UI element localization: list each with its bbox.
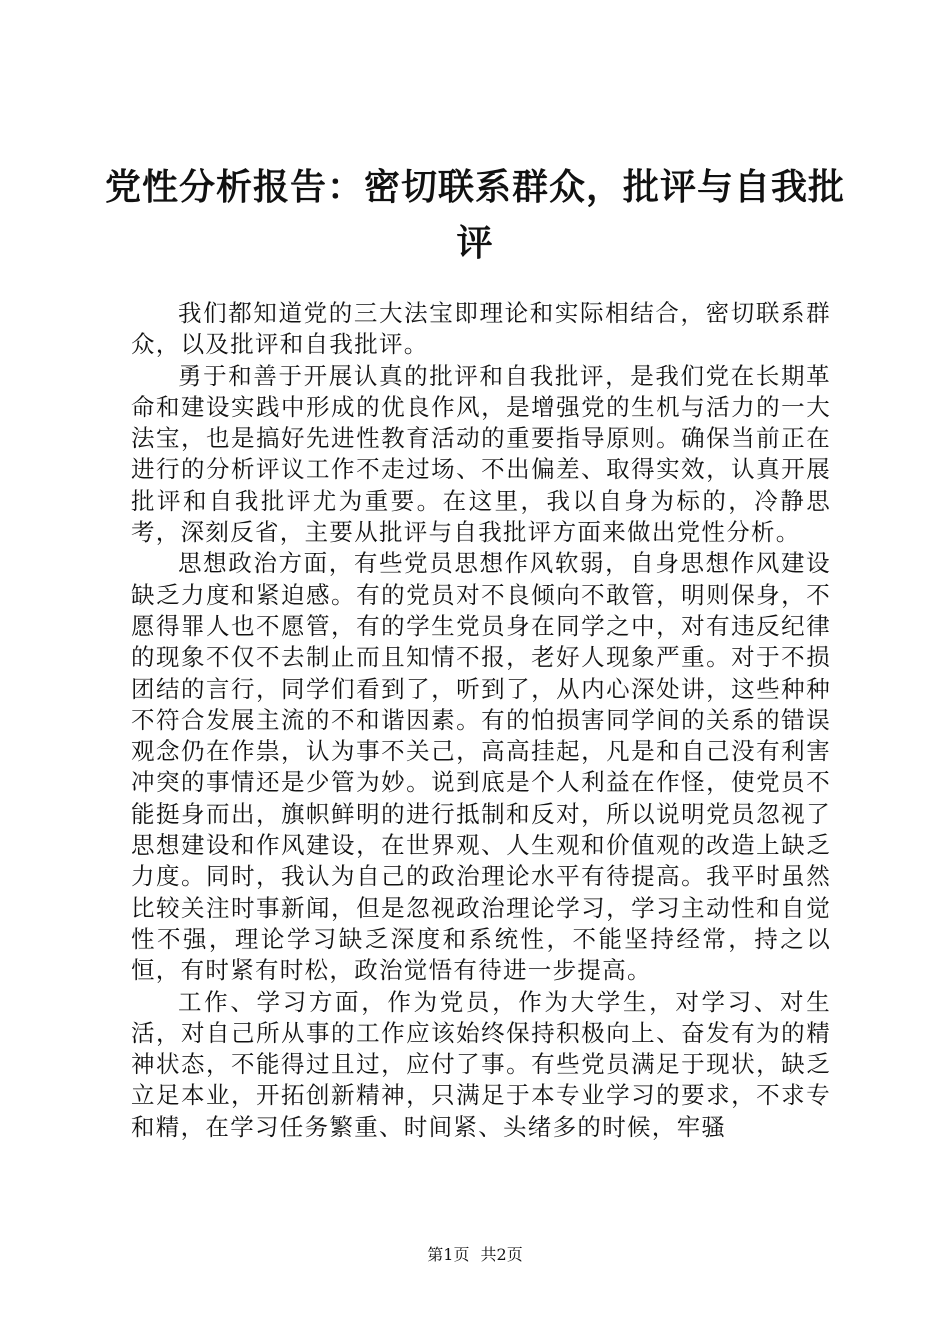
paragraph-criticism: 勇于和善于开展认真的批评和自我批评，是我们党在长期革命和建设实践中形成的优良作风，是增强党的生机与活力的一大法宝，也是搞好先进性教育活动的重要指导原则。确保当前正在进行的分析评议工作不走过场、不出偏差、取得实效，认真开展批评和自我批评尤为重要。在这里，我以自身为标的，冷静思考，深刻反省，主要从批评与自我批评方面来做出党性分析。 — [131, 361, 831, 547]
page-footer — [0, 1245, 950, 1265]
paragraph-political-thought: 思想政治方面，有些党员思想作风软弱，自身思想作风建设缺乏力度和紧迫感。有的党员对不良倾向不敢管，明则保身，不愿得罪人也不愿管，有的学生党员身在同学之中，对有违反纪律的现象不仅不去制止而且知情不报，老好人现象严重。对于不损团结的言行，同学们看到了，听到了，从内心深处讲，这些种种不符合发展主流的不和谐因素。有的怕损害同学间的关系的错误观念仍在作祟，认为事不关己，高高挂起，凡是和自己没有利害冲突的事情还是少管为妙。说到底是个人利益在作怪，使党员不能挺身而出，旗帜鲜明的进行抵制和反对，所以说明党员忽视了思想建设和作风建设，在世界观、人生观和价值观的改造上缺乏力度。同时，我认为自己的政治理论水平有待提高。我平时虽然比较关注时事新闻，但是忽视政治理论学习，学习主动性和自觉性不强，理论学习缺乏深度和系统性，不能坚持经常，持之以恒，有时紧有时松，政治觉悟有待进一步提高。 — [131, 549, 831, 985]
paragraph-work-study: 工作、学习方面，作为党员，作为大学生，对学习、对生活，对自己所从事的工作应该始终保持积极向上、奋发有为的精神状态，不能得过且过，应付了事。有些党员满足于现状，缺乏立足本业，开拓创新精神，只满足于本专业学习的要求，不求专和精，在学习任务繁重、时间紧、头绪多的时候，牢骚 — [131, 987, 831, 1141]
paragraph-intro: 我们都知道党的三大法宝即理论和实际相结合，密切联系群众，以及批评和自我批评。 — [131, 299, 831, 359]
page-number: 第1页 — [427, 1245, 470, 1264]
document-body — [131, 298, 831, 1143]
page-total: 共2页 — [480, 1245, 523, 1264]
document-title: 党性分析报告：密切联系群众，批评与自我批评 — [104, 167, 845, 264]
